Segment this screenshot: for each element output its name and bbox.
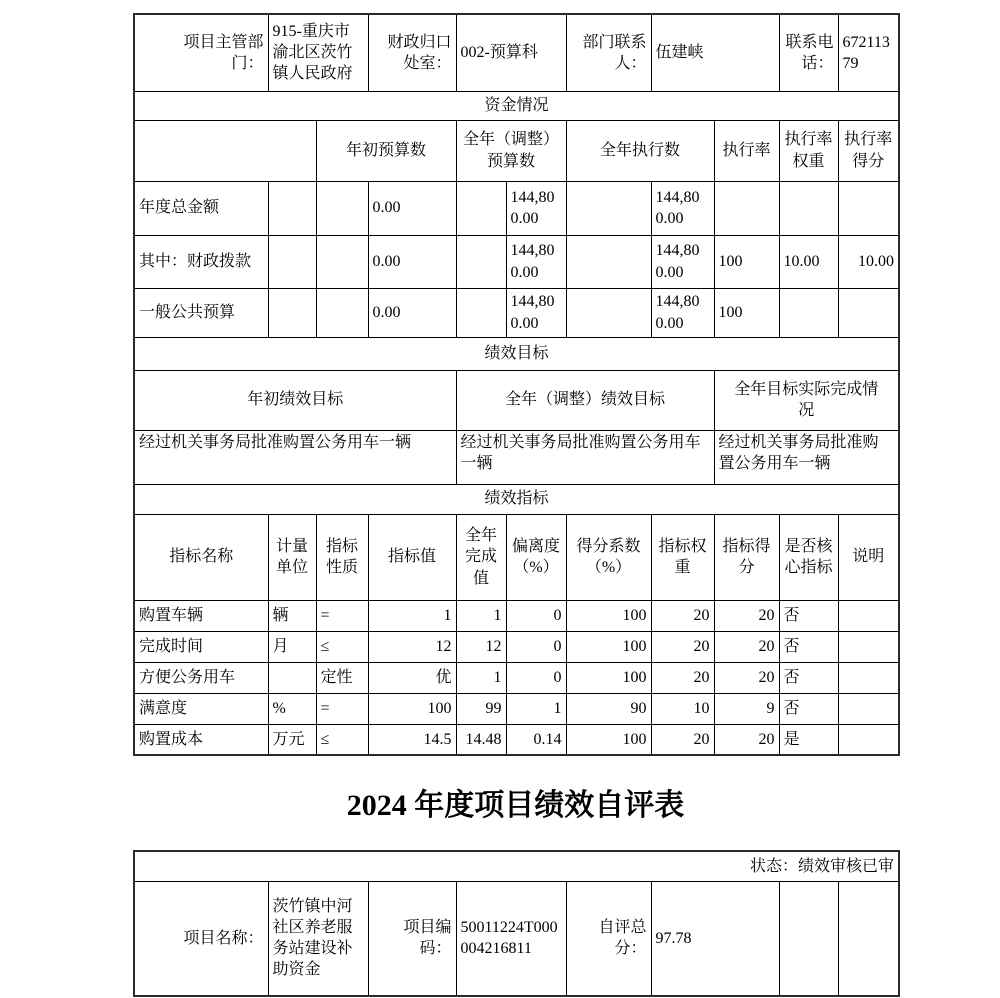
- indicator-target: 优: [368, 662, 456, 693]
- indicator-name: 方便公务用车: [134, 662, 268, 693]
- indicator-unit: 辆: [268, 600, 316, 631]
- funding-header-adjusted: 全年（调整）预算数: [456, 120, 566, 181]
- indicator-deviation: 0: [506, 662, 566, 693]
- project-name-label: 项目名称：: [134, 881, 268, 996]
- indicator-note: [838, 662, 899, 693]
- indicator-header: 指标性质: [316, 514, 368, 600]
- status-badge: 状态：绩效审核已审: [134, 851, 899, 881]
- page-title: 2024 年度项目绩效自评表: [346, 789, 685, 822]
- indicator-unit: 月: [268, 631, 316, 662]
- funding-row-fiscal: [134, 235, 899, 288]
- indicator-nature: 定性: [316, 662, 368, 693]
- dept-label: 项目主管部门：: [183, 33, 264, 72]
- empty-cell: [316, 235, 368, 288]
- contact-label: 部门联系人：: [566, 14, 651, 91]
- project-name-value: 茨竹镇中河社区养老服务站建设补助资金: [268, 881, 368, 996]
- funding-header-initial: 年初预算数: [316, 120, 456, 181]
- indicator-header: 偏离度（%）: [506, 514, 566, 600]
- funding-header-executed: 全年执行数: [566, 120, 714, 181]
- empty-cell: [268, 181, 316, 235]
- indicator-note: [838, 724, 899, 755]
- funding-adjusted: 144,800.00: [506, 288, 566, 337]
- indicator-deviation: 0.14: [506, 724, 566, 755]
- evaluation-table: [133, 13, 900, 756]
- empty-cell: [838, 881, 899, 996]
- indicator-deviation: 1: [506, 693, 566, 724]
- funding-executed: 144,800.00: [651, 181, 714, 235]
- indicator-header: 是否核心指标: [779, 514, 838, 600]
- empty-cell: [779, 881, 838, 996]
- funding-rate: 100: [714, 288, 779, 337]
- indicator-coefficient: 100: [566, 600, 651, 631]
- indicator-name: 购置成本: [134, 724, 268, 755]
- funding-score: [838, 181, 899, 235]
- indicator-header: 指标得分: [714, 514, 779, 600]
- indicator-score: 20: [714, 724, 779, 755]
- funding-header-score: 执行率得分: [838, 120, 899, 181]
- indicators-header-row: [134, 514, 899, 600]
- indicator-weight: 20: [651, 631, 714, 662]
- indicator-completed: 1: [456, 600, 506, 631]
- funding-adjusted: 144,800.00: [506, 181, 566, 235]
- empty-cell: [566, 288, 651, 337]
- funding-header-row: [134, 120, 899, 181]
- goals-section-title: 绩效目标: [134, 337, 899, 370]
- funding-row-label: 其中：财政拨款: [134, 235, 268, 288]
- funding-executed: 144,800.00: [651, 235, 714, 288]
- office-label: 财政归口处室：: [368, 14, 456, 91]
- empty-cell: [268, 235, 316, 288]
- indicator-header: 指标值: [368, 514, 456, 600]
- indicator-completed: 1: [456, 662, 506, 693]
- office-value: 002-预算科: [456, 14, 566, 91]
- indicator-deviation: 0: [506, 600, 566, 631]
- project-info-row: [134, 881, 899, 996]
- funding-row-total: [134, 181, 899, 235]
- funding-initial: 0.00: [368, 235, 456, 288]
- indicator-row: [134, 693, 899, 724]
- self-score-label: 自评总分：: [566, 881, 651, 996]
- empty-cell: [456, 288, 506, 337]
- dept-label-cell: [134, 14, 268, 91]
- indicator-name: 满意度: [134, 693, 268, 724]
- goals-header-actual: [714, 370, 899, 430]
- indicators-section-title: 绩效指标: [134, 484, 899, 514]
- project-code-value: 50011224T000004216811: [456, 881, 566, 996]
- funding-header-empty: [134, 120, 316, 181]
- goals-section-row: [134, 337, 899, 370]
- indicator-core: 否: [779, 600, 838, 631]
- indicator-coefficient: 90: [566, 693, 651, 724]
- indicator-header: 计量单位: [268, 514, 316, 600]
- indicator-unit: %: [268, 693, 316, 724]
- indicator-row: [134, 631, 899, 662]
- funding-adjusted: 144,800.00: [506, 235, 566, 288]
- project-code-label: 项目编码：: [368, 881, 456, 996]
- indicator-row: [134, 724, 899, 755]
- empty-cell: [566, 181, 651, 235]
- contact-value: 伍建峡: [651, 14, 779, 91]
- indicator-coefficient: 100: [566, 662, 651, 693]
- goal-initial-value: 经过机关事务局批准购置公务用车一辆: [134, 430, 456, 484]
- indicator-header: 说明: [838, 514, 899, 600]
- goal-adjusted-value: 经过机关事务局批准购置公务用车一辆: [456, 430, 714, 484]
- funding-row-label: 一般公共预算: [134, 288, 268, 337]
- indicator-note: [838, 693, 899, 724]
- indicator-target: 14.5: [368, 724, 456, 755]
- funding-initial: 0.00: [368, 181, 456, 235]
- indicator-header: 指标名称: [134, 514, 268, 600]
- indicator-completed: 99: [456, 693, 506, 724]
- document-body: [133, 13, 898, 997]
- funding-header-rate: 执行率: [714, 120, 779, 181]
- indicator-coefficient: 100: [566, 631, 651, 662]
- indicator-name: 购置车辆: [134, 600, 268, 631]
- funding-score: 10.00: [838, 235, 899, 288]
- indicator-core: 否: [779, 662, 838, 693]
- goals-value-row: [134, 430, 899, 484]
- status-row: [134, 851, 899, 881]
- goals-header-actual-text: 全年目标实际完成情况: [734, 380, 879, 419]
- indicator-nature: ≤: [316, 631, 368, 662]
- funding-rate: [714, 181, 779, 235]
- funding-initial: 0.00: [368, 288, 456, 337]
- indicator-nature: =: [316, 600, 368, 631]
- funding-section-title: 资金情况: [134, 91, 899, 120]
- indicator-note: [838, 631, 899, 662]
- indicator-row: [134, 662, 899, 693]
- indicator-core: 是: [779, 724, 838, 755]
- self-score-value: 97.78: [651, 881, 779, 996]
- phone-label: 联系电话：: [779, 14, 838, 91]
- funding-weight: [779, 181, 838, 235]
- indicators-section-row: [134, 484, 899, 514]
- indicator-note: [838, 600, 899, 631]
- goals-header-row: [134, 370, 899, 430]
- info-row: [134, 14, 899, 91]
- empty-cell: [456, 181, 506, 235]
- indicator-score: 20: [714, 600, 779, 631]
- indicator-core: 否: [779, 631, 838, 662]
- indicator-name: 完成时间: [134, 631, 268, 662]
- indicator-weight: 10: [651, 693, 714, 724]
- funding-weight: [779, 288, 838, 337]
- empty-cell: [456, 235, 506, 288]
- dept-value: 915-重庆市渝北区茨竹镇人民政府: [268, 14, 368, 91]
- funding-executed: 144,800.00: [651, 288, 714, 337]
- funding-header-weight: 执行率权重: [779, 120, 838, 181]
- indicator-completed: 14.48: [456, 724, 506, 755]
- funding-section-row: [134, 91, 899, 120]
- funding-row-public-budget: [134, 288, 899, 337]
- indicator-row: [134, 600, 899, 631]
- funding-weight: 10.00: [779, 235, 838, 288]
- next-project-table: [133, 850, 900, 997]
- indicator-nature: ≤: [316, 724, 368, 755]
- indicator-target: 1: [368, 600, 456, 631]
- indicator-weight: 20: [651, 662, 714, 693]
- phone-value: 67211379: [838, 14, 899, 91]
- indicator-target: 100: [368, 693, 456, 724]
- indicator-unit: 万元: [268, 724, 316, 755]
- indicator-unit: [268, 662, 316, 693]
- indicator-deviation: 0: [506, 631, 566, 662]
- indicator-header: 指标权重: [651, 514, 714, 600]
- indicator-target: 12: [368, 631, 456, 662]
- funding-score: [838, 288, 899, 337]
- goals-header-initial: 年初绩效目标: [134, 370, 456, 430]
- indicator-header: 全年完成值: [456, 514, 506, 600]
- empty-cell: [316, 288, 368, 337]
- indicator-score: 20: [714, 631, 779, 662]
- indicator-nature: =: [316, 693, 368, 724]
- indicator-coefficient: 100: [566, 724, 651, 755]
- indicator-completed: 12: [456, 631, 506, 662]
- empty-cell: [316, 181, 368, 235]
- empty-cell: [566, 235, 651, 288]
- empty-cell: [268, 288, 316, 337]
- funding-rate: 100: [714, 235, 779, 288]
- goal-actual-value: 经过机关事务局批准购置公务用车一辆: [714, 430, 899, 484]
- indicator-weight: 20: [651, 724, 714, 755]
- goals-header-adjusted: 全年（调整）绩效目标: [456, 370, 714, 430]
- funding-row-label: 年度总金额: [134, 181, 268, 235]
- indicator-header: 得分系数（%）: [566, 514, 651, 600]
- indicator-score: 9: [714, 693, 779, 724]
- indicator-core: 否: [779, 693, 838, 724]
- indicator-weight: 20: [651, 600, 714, 631]
- indicator-score: 20: [714, 662, 779, 693]
